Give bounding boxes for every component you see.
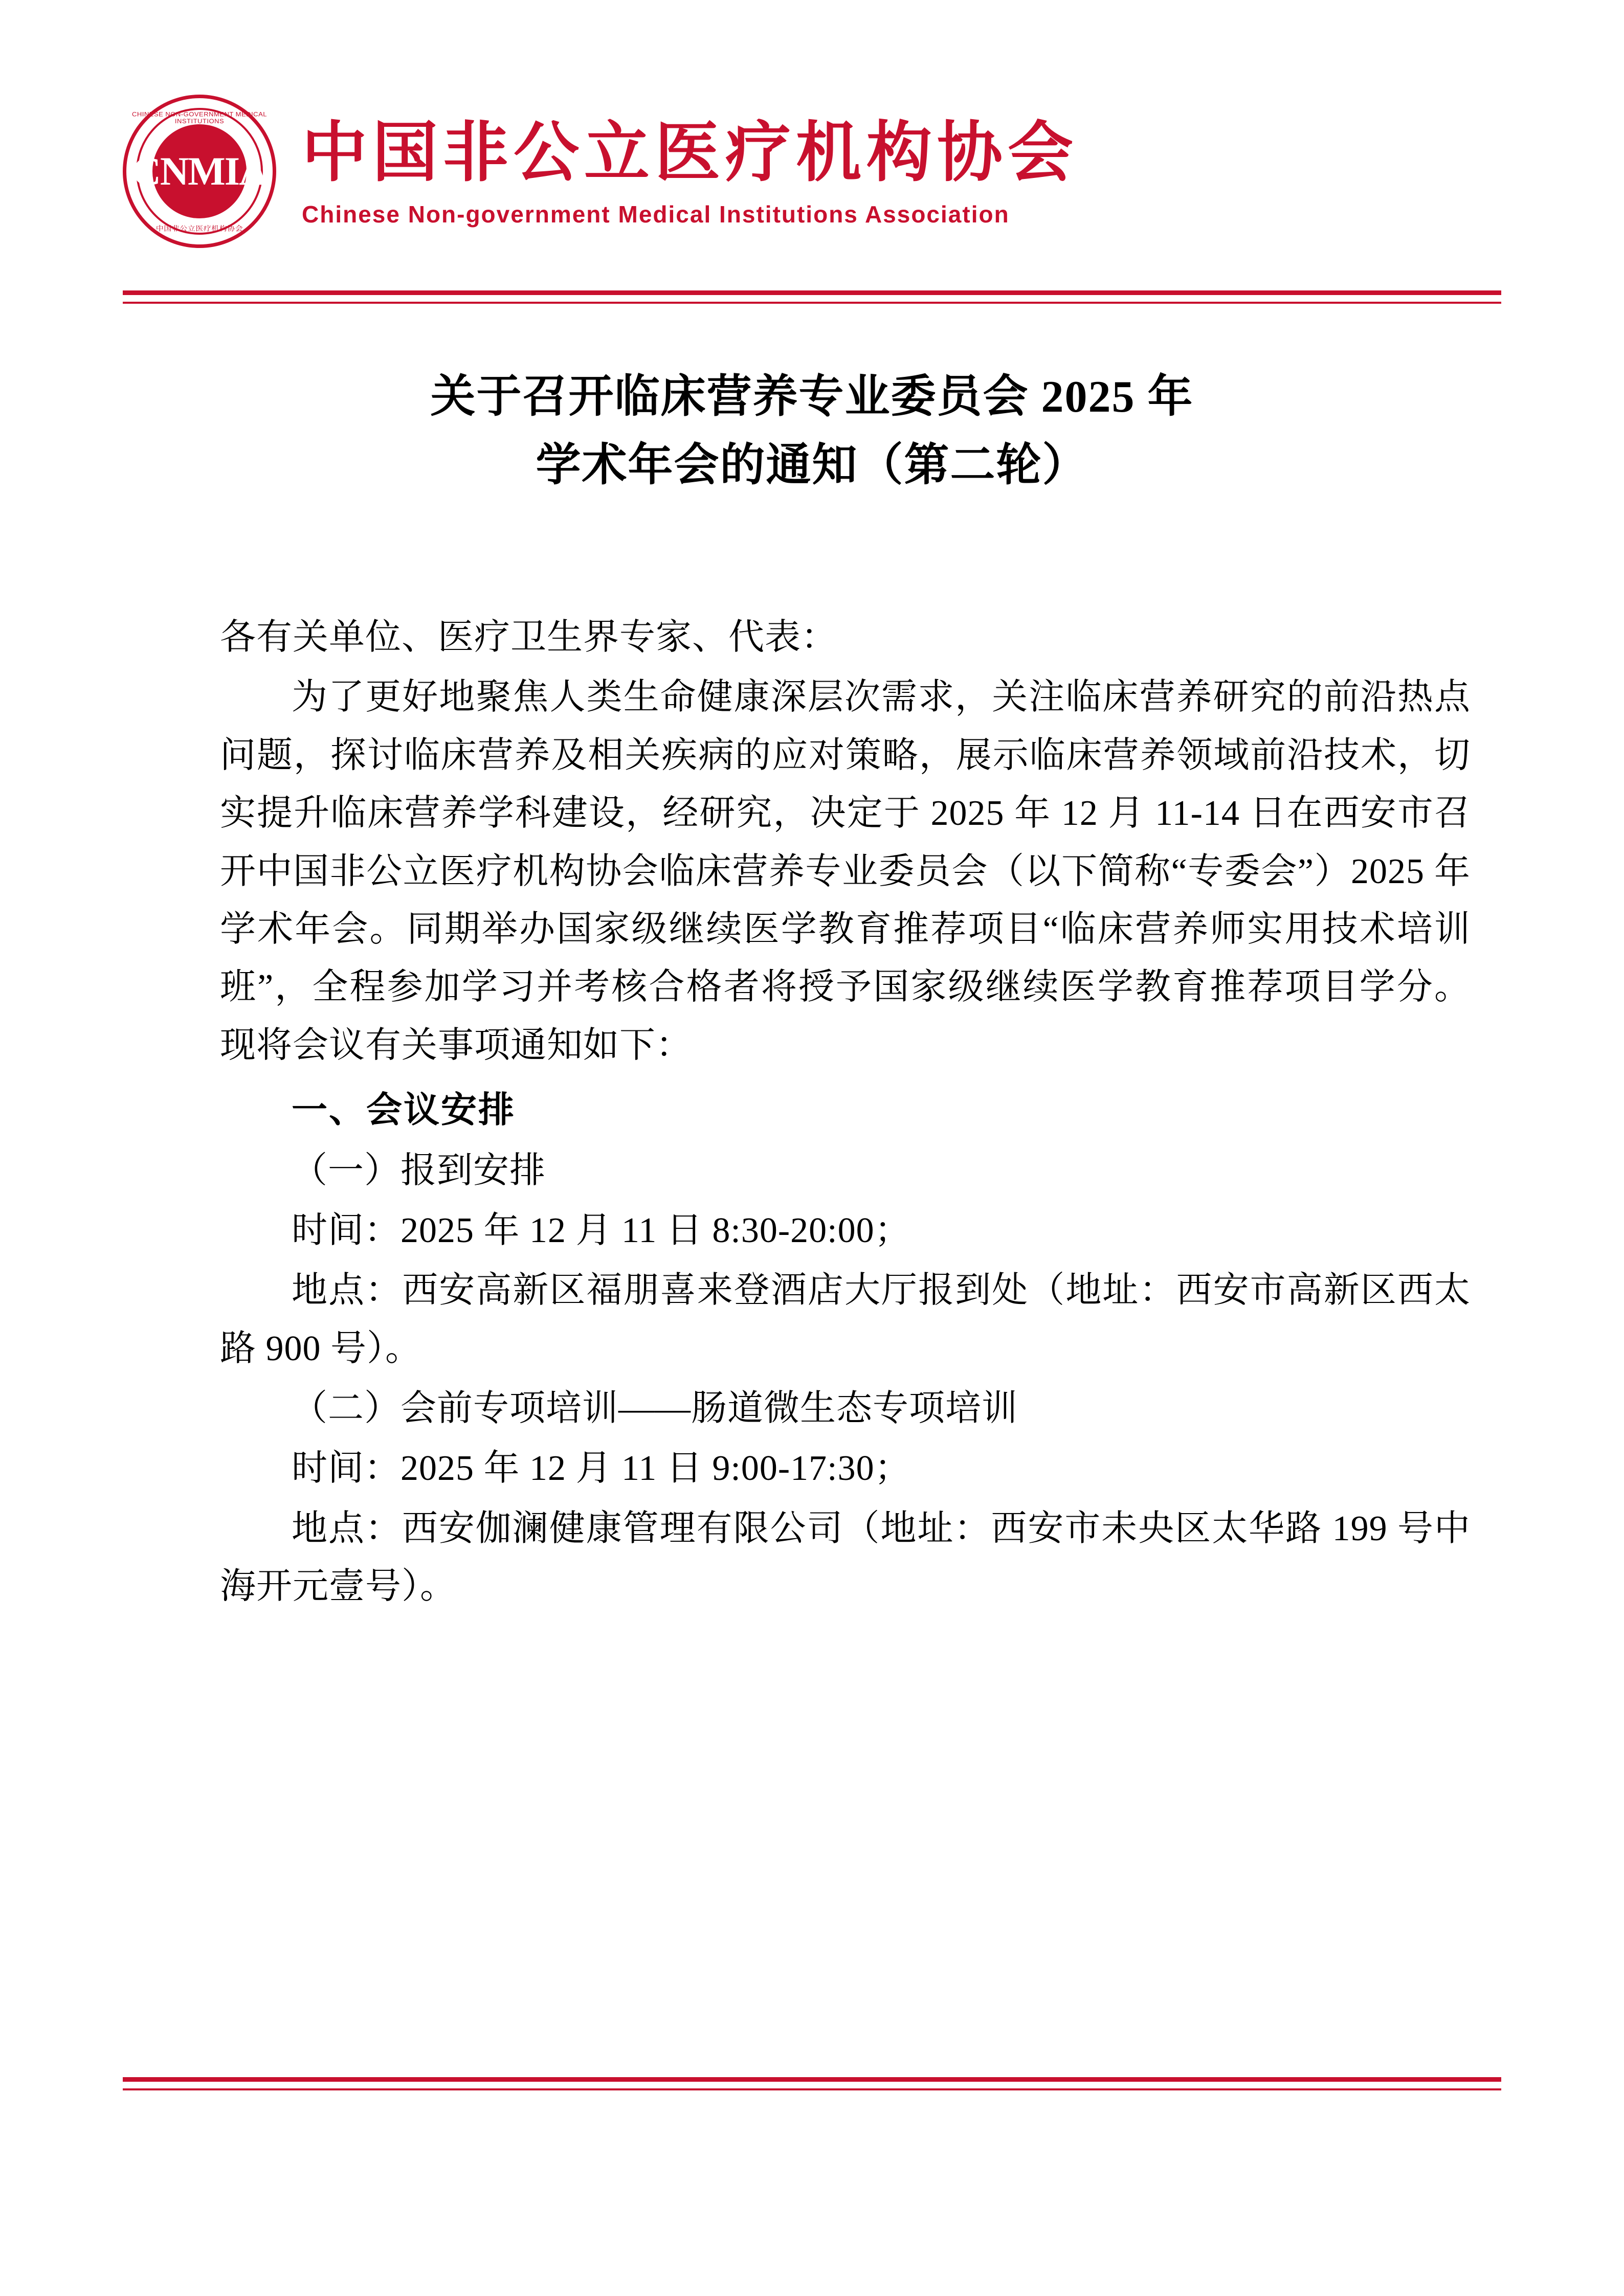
header-divider-thin (123, 302, 1501, 304)
footer-divider-thick (123, 2077, 1501, 2082)
emblem-ring-text-bottom: 中国非公立医疗机构协会 (155, 224, 243, 233)
salutation: 各有关单位、医疗卫生界专家、代表： (220, 618, 837, 657)
document-body (220, 609, 1471, 1618)
page-title-line-2: 学术年会的通知（第二轮） (536, 440, 1088, 490)
association-emblem-icon (123, 95, 276, 248)
organization-name-cn: 中国非公立医疗机构协会 (302, 117, 1079, 190)
emblem-ring-text-top: CHINESE NON-GOVERNMENT MEDICAL INSTITUTIONS (132, 110, 267, 125)
header-divider-thick (123, 290, 1501, 295)
footer-divider-thin (123, 2088, 1501, 2090)
registration-place: 地点：西安高新区福朋喜来登酒店大厅报到处（地址：西安市高新区西太路 900 号）。 (220, 1271, 1471, 1368)
intro-paragraph: 为了更好地聚焦人类生命健康深层次需求，关注临床营养研究的前沿热点问题，探讨临床营养及相关疾病的应对策略，展示临床营养领域前沿技术，切实提升临床营养学科建设，经研究，决定于 2025 年 12 月 11-14 日在西安市召开中国非公立医疗机构协会临床营养专业委员会（以下简称“专委会”）2025 年学术年会。同期举办国家级继续医学教育推荐项目“临床营养师实用技术培训班”，全程参加学习并考核合格者将授予国家级继续医学教育推荐项目学分。现将会议有关事项通知如下： (220, 678, 1471, 1065)
page-title-line-1: 关于召开临床营养专业委员会 2025 年 (430, 372, 1194, 422)
letterhead (123, 87, 1501, 302)
training-place: 地点：西安伽澜健康管理有限公司（地址：西安市未央区太华路 199 号中海开元壹号）。 (220, 1509, 1471, 1607)
page-title (215, 363, 1409, 500)
emblem-center-text: CNMIA (152, 124, 247, 218)
registration-time: 时间：2025 年 12 月 11 日 8:30-20:00； (292, 1210, 911, 1250)
subsection-pre-meeting-training: （二）会前专项培训——肠道微生态专项培训 (292, 1389, 1018, 1429)
training-time: 时间：2025 年 12 月 11 日 9:00-17:30； (292, 1449, 911, 1489)
organization-name-en: Chinese Non-government Medical Institutions Association (302, 200, 1010, 228)
subsection-registration: （一）报到安排 (292, 1151, 546, 1190)
organization-names (297, 115, 1501, 228)
section-heading-meeting-arrangement: 一、会议安排 (292, 1091, 516, 1131)
